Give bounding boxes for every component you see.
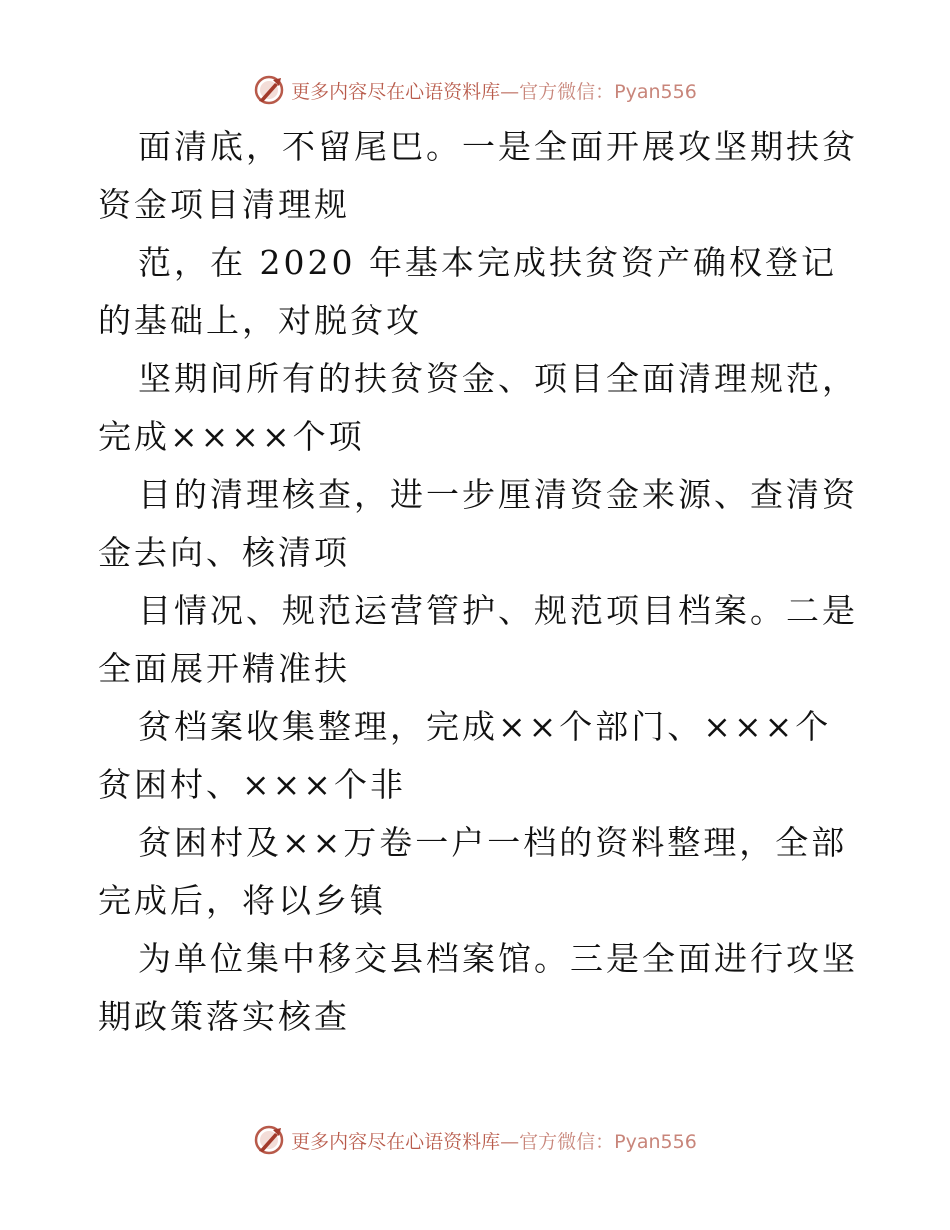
- footer-watermark: [0, 1120, 950, 1160]
- paragraph-line: 为单位集中移交县档案馆。三是全面进行攻坚期政策落实核查: [98, 939, 858, 1036]
- watermark-text: 更多内容尽在心语资料库: [291, 80, 501, 103]
- paragraph-line: 目的清理核查，进一步厘清资金来源、查清资金去向、核清项: [98, 475, 858, 572]
- header-watermark: [0, 70, 950, 110]
- watermark-text: 更多内容尽在心语资料库: [291, 1130, 501, 1153]
- watermark-contact: —官方微信：Pyan556: [500, 80, 697, 103]
- paragraph-line: 贫困村及××万卷一户一档的资料整理，全部完成后，将以乡镇: [98, 823, 848, 920]
- quill-pen-seal-icon: [253, 74, 285, 106]
- document-body: [98, 118, 858, 1046]
- paragraph-line: 贫档案收集整理，完成××个部门、×××个贫困村、×××个非: [98, 707, 832, 804]
- paragraph-line: 范，在 2020 年基本完成扶贫资产确权登记的基础上，对脱贫攻: [98, 243, 837, 340]
- paragraph-line: 目情况、规范运营管护、规范项目档案。二是全面展开精准扶: [98, 591, 858, 688]
- paragraph-line: 面清底，不留尾巴。一是全面开展攻坚期扶贫资金项目清理规: [98, 127, 858, 224]
- watermark-contact: —官方微信：Pyan556: [500, 1130, 697, 1153]
- paragraph-line: 坚期间所有的扶贫资金、项目全面清理规范，完成××××个项: [98, 359, 858, 456]
- quill-pen-seal-icon: [253, 1124, 285, 1156]
